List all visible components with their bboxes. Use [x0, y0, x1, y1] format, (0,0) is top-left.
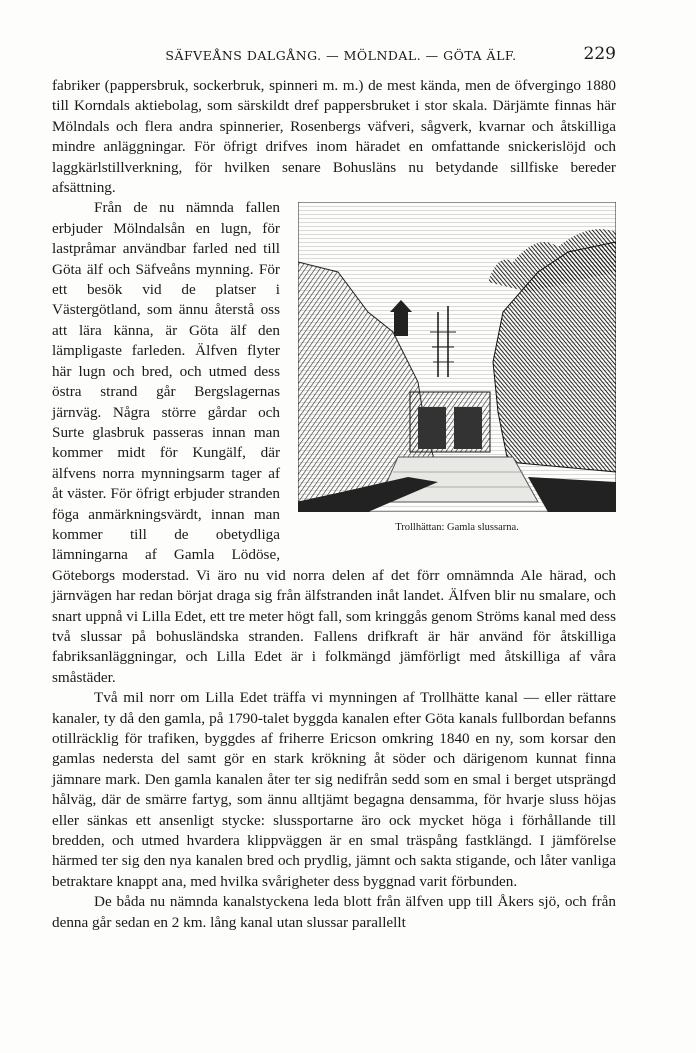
figure — [298, 202, 616, 548]
paragraph: De båda nu nämnda kanalstyckena leda blott från älfven upp till Åkers sjö, och från denna går sedan en 2 km. lång kanal utan slussar parallellt — [52, 893, 616, 931]
paragraph: Från de nu nämnda fallen erbjuder Mölndalsån en lugn, för lastpråmar användbar farled ned till Göta älf och Säfveåns mynning. För ett besök vid de platser i Västergötland, som ännu återstå oss att lära känna, är Göta älf den lämpligaste farleden. Älfven flyter här lugn och bred, och utmed dess östra strand går Bergslagernas järnväg. Några större gårdar och Surte glasbruk passeras innan man kommer midt för Kungälf, där älfvens norra mynningsarm tager af åt väster. För öfrigt erbjuder stranden föga anmärkningsvärdt, innan man kommer till de obetydliga lämningarna af Gamla Lödöse, Göteborgs moderstad. Vi äro nu vid norra delen af det förr omnämnda Ale härad, och järnvägen har redan börjat draga sig från älfstranden inåt landet. Älfven blir nu smalare, och snart uppnå vi Lilla Edet, ett tre meter högt fall, som kringgås genom Ströms kanal med dess två slussar på bohusländska stranden. Fallens drifkraft är här använd för åtskilliga fabriksanläggningar, och Lilla Edet är i folkmängd jämförligt med åtskilliga af våra småstäder. — [52, 199, 616, 686]
engraving-illustration — [298, 202, 616, 512]
paragraph: fabriker (pappersbruk, sockerbruk, spinneri m. m.) de mest kända, men de öfvergingo 1880 till Korndals aktiebolag, som särskildt dref pappersbruket i stor skala. Därjämte finnas här Mölndals och flera andra spinnerier, Rosenbergs väfveri, sågverk, kvarnar och åtskilliga mindre anläggningar. För öfrigt drifves inom häradet en omfattande snickerislöjd och laggkärlstillverkning, för hvilken senare Bohusläns nu betydande sillfiske bereder afsättning. — [52, 77, 616, 197]
running-head: SÄFVEÅNS DALGÅNG. — MÖLNDAL. — GÖTA ÄLF. — [165, 48, 517, 63]
page-number: 229 — [583, 44, 616, 64]
paragraph: Två mil norr om Lilla Edet träffa vi mynningen af Trollhätte kanal — eller rättare kanaler, ty då den gamla, på 1790-talet byggda kanalen efter Göta kanals fullbordan befanns otillräcklig för trafiken, byggdes af friherre Ericson omkring 1840 en ny, som korsar den gamlas nedersta del samt gör en stark krökning åt söder och därigenom kunnat finna jämnare mark. Den gamla kanalen åter ter sig nedifrån sedd som en smal i berget utsprängd hålväg, där de smärre fartyg, som ännu alltjämt begagna densamma, för hvarje sluss höjas eller sänkas ett ansenligt stycke: slussportarne äro ock mycket höga i förhållande till bredden, och utmed hvardera klippväggen är en smal träspång fastklängd. I jämförelse härmed ter sig den nya kanalen bred och prydlig, jämnt och sakta stigande, och låter vanliga betraktare knappt ana, med hvilka svårigheter dess byggnad varit förbunden. — [52, 689, 616, 890]
body-text — [52, 76, 616, 933]
figure-caption: Trollhättan: Gamla slussarna. — [395, 522, 519, 534]
